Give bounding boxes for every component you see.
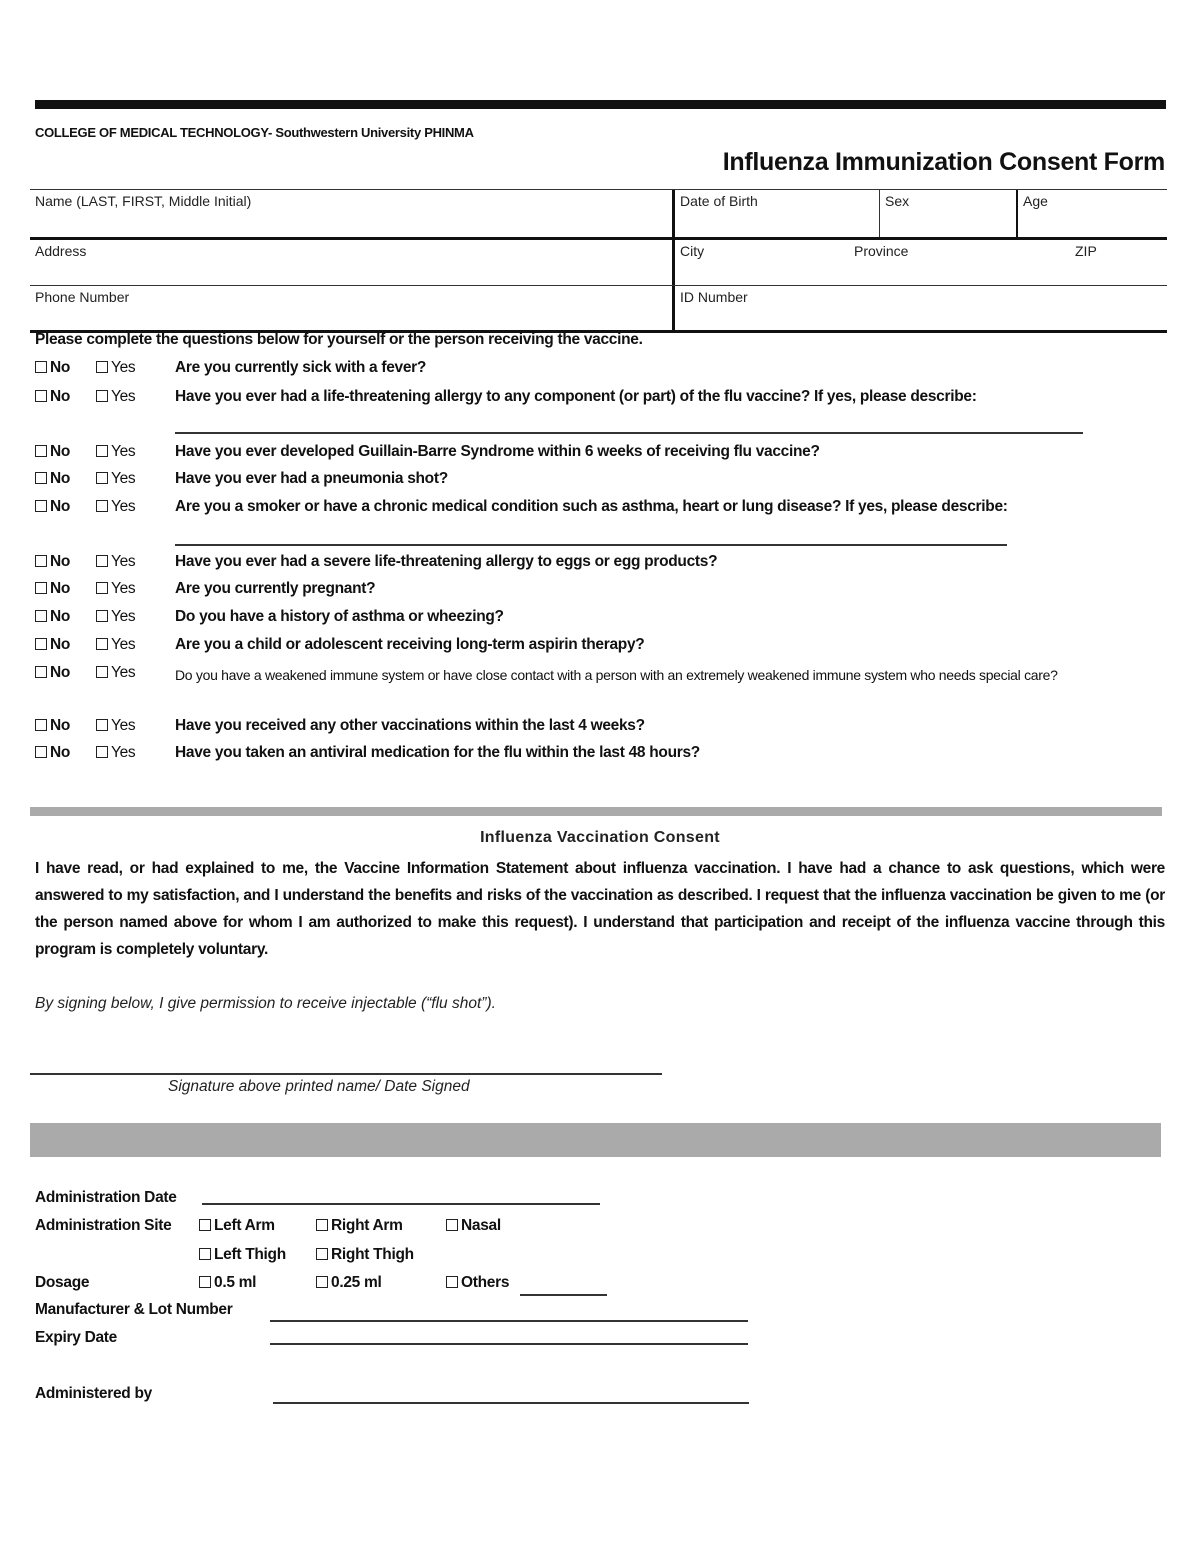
checkbox-icon	[96, 390, 108, 402]
checkbox-icon	[96, 638, 108, 650]
demographics-row-3	[30, 285, 1167, 333]
checkbox-icon	[199, 1248, 211, 1260]
checkbox-icon	[96, 746, 108, 758]
checkbox-icon	[96, 666, 108, 678]
no-checkbox[interactable]	[35, 744, 70, 762]
dosage-option-label: 0.5 ml	[214, 1274, 257, 1291]
question-text: Are you currently pregnant?	[175, 580, 376, 597]
checkbox-icon	[96, 582, 108, 594]
age-field[interactable]	[1018, 190, 1167, 237]
yes-checkbox[interactable]	[96, 443, 135, 461]
site-label: Nasal	[461, 1217, 501, 1234]
dosage-others-line[interactable]	[520, 1294, 607, 1296]
no-checkbox[interactable]	[35, 717, 70, 735]
administration-site-label: Administration Site	[35, 1217, 172, 1234]
site-right-thigh-checkbox[interactable]	[316, 1246, 414, 1264]
question-text: Are you a smoker or have a chronic medical condition such as asthma, heart or lung disease? If yes, please describe:	[175, 498, 1008, 515]
no-label: No	[50, 580, 71, 597]
no-checkbox[interactable]	[35, 498, 70, 516]
yes-checkbox[interactable]	[96, 359, 135, 377]
question-text: Have you received any other vaccinations within the last 4 weeks?	[175, 717, 645, 734]
checkbox-icon	[316, 1219, 328, 1231]
yes-checkbox[interactable]	[96, 388, 135, 406]
no-checkbox[interactable]	[35, 580, 70, 598]
dosage-option-label: Others	[461, 1274, 510, 1291]
checkbox-icon	[96, 500, 108, 512]
yes-label: Yes	[111, 498, 136, 515]
yes-label: Yes	[111, 664, 136, 681]
checkbox-icon	[96, 445, 108, 457]
yes-checkbox[interactable]	[96, 580, 135, 598]
checkbox-icon	[199, 1276, 211, 1288]
allergy-description-line[interactable]	[175, 432, 1083, 434]
site-nasal-checkbox[interactable]	[446, 1217, 501, 1235]
province-label: Province	[854, 243, 909, 259]
checkbox-icon	[96, 472, 108, 484]
manufacturer-lot-line[interactable]	[270, 1320, 748, 1322]
yes-label: Yes	[111, 608, 136, 625]
no-label: No	[50, 664, 71, 681]
no-checkbox[interactable]	[35, 553, 70, 571]
dosage-0-25ml-checkbox[interactable]	[316, 1274, 381, 1292]
no-label: No	[50, 388, 71, 405]
no-label: No	[50, 470, 71, 487]
site-right-arm-checkbox[interactable]	[316, 1217, 403, 1235]
zip-label: ZIP	[1075, 243, 1097, 259]
phone-field[interactable]	[30, 286, 675, 330]
signature-caption: Signature above printed name/ Date Signed	[168, 1078, 470, 1095]
checkbox-icon	[35, 472, 47, 484]
demographics-row-1	[30, 189, 1167, 237]
yes-checkbox[interactable]	[96, 664, 135, 682]
no-label: No	[50, 636, 71, 653]
yes-label: Yes	[111, 636, 136, 653]
city-label: City	[680, 243, 705, 259]
no-checkbox[interactable]	[35, 664, 70, 682]
checkbox-icon	[446, 1276, 458, 1288]
yes-label: Yes	[111, 470, 136, 487]
site-label: Right Arm	[331, 1217, 403, 1234]
yes-label: Yes	[111, 388, 136, 405]
dosage-label: Dosage	[35, 1274, 90, 1291]
expiry-date-line[interactable]	[270, 1343, 748, 1345]
checkbox-icon	[35, 361, 47, 373]
header-rule	[35, 100, 1166, 109]
no-label: No	[50, 717, 71, 734]
yes-checkbox[interactable]	[96, 717, 135, 735]
administered-by-line[interactable]	[273, 1402, 749, 1404]
checkbox-icon	[199, 1219, 211, 1231]
yes-label: Yes	[111, 580, 136, 597]
checkbox-icon	[96, 361, 108, 373]
yes-label: Yes	[111, 359, 136, 376]
checkbox-icon	[446, 1219, 458, 1231]
permission-statement: By signing below, I give permission to receive injectable (“flu shot”).	[35, 995, 496, 1012]
demographics-row-2	[30, 237, 1167, 285]
yes-checkbox[interactable]	[96, 744, 135, 762]
site-left-arm-checkbox[interactable]	[199, 1217, 275, 1235]
sex-label: Sex	[885, 193, 910, 209]
checkbox-icon	[35, 610, 47, 622]
checkbox-icon	[35, 746, 47, 758]
age-label: Age	[1023, 193, 1048, 209]
phone-label: Phone Number	[35, 289, 130, 305]
question-text: Have you ever had a severe life-threatening allergy to eggs or egg products?	[175, 553, 718, 570]
checkbox-icon	[35, 390, 47, 402]
checkbox-icon	[316, 1276, 328, 1288]
yes-checkbox[interactable]	[96, 636, 135, 654]
yes-checkbox[interactable]	[96, 608, 135, 626]
sex-field[interactable]	[880, 190, 1018, 237]
dob-field[interactable]	[675, 190, 880, 237]
administered-by-label: Administered by	[35, 1385, 152, 1402]
dosage-others-checkbox[interactable]	[446, 1274, 509, 1292]
checkbox-icon	[35, 719, 47, 731]
id-number-field[interactable]	[675, 286, 1167, 330]
question-text: Do you have a history of asthma or wheezing?	[175, 608, 504, 625]
site-left-thigh-checkbox[interactable]	[199, 1246, 286, 1264]
no-checkbox[interactable]	[35, 359, 70, 377]
expiry-date-label: Expiry Date	[35, 1329, 117, 1346]
checkbox-icon	[96, 555, 108, 567]
site-label: Left Thigh	[214, 1246, 286, 1263]
yes-checkbox[interactable]	[96, 553, 135, 571]
no-checkbox[interactable]	[35, 470, 70, 488]
college-name: COLLEGE OF MEDICAL TECHNOLOGY- Southwestern University PHINMA	[35, 125, 474, 140]
no-label: No	[50, 608, 71, 625]
demographics-table	[30, 189, 1167, 333]
question-text: Have you ever had a pneumonia shot?	[175, 470, 448, 487]
checkbox-icon	[35, 500, 47, 512]
checkbox-icon	[35, 638, 47, 650]
question-text: Do you have a weakened immune system or have close contact with a person with an extremely weakened immune system who needs special care?	[175, 667, 1058, 683]
consent-statement: I have read, or had explained to me, the Vaccine Information Statement about influenza vaccination. I have had a chance to ask questions, which were answered to my satisfaction, and I understand the benefits and risks of the vaccination as described. I request that the influenza vaccination be given to me (or the person named above for whom I am authorized to make this request). I understand that participation and receipt of the influenza vaccine through this program is completely voluntary.	[35, 860, 1165, 958]
yes-checkbox[interactable]	[96, 470, 135, 488]
manufacturer-lot-label: Manufacturer & Lot Number	[35, 1301, 233, 1318]
signature-line[interactable]	[30, 1073, 662, 1075]
checkbox-icon	[35, 555, 47, 567]
yes-label: Yes	[111, 744, 136, 761]
no-label: No	[50, 443, 71, 460]
address-field[interactable]	[30, 240, 675, 285]
questionnaire-instruction: Please complete the questions below for yourself or the person receiving the vaccine.	[35, 331, 643, 348]
no-checkbox[interactable]	[35, 636, 70, 654]
no-checkbox[interactable]	[35, 443, 70, 461]
checkbox-icon	[96, 719, 108, 731]
yes-label: Yes	[111, 553, 136, 570]
question-text: Have you ever had a life-threatening allergy to any component (or part) of the flu vaccine? If yes, please describe:	[175, 388, 977, 405]
consent-title: Influenza Vaccination Consent	[480, 829, 720, 846]
dosage-option-label: 0.25 ml	[331, 1274, 382, 1291]
id-number-label: ID Number	[680, 289, 748, 305]
city-province-zip-field[interactable]	[675, 240, 1167, 285]
yes-checkbox[interactable]	[96, 498, 135, 516]
dosage-0-5ml-checkbox[interactable]	[199, 1274, 256, 1292]
site-label: Right Thigh	[331, 1246, 414, 1263]
no-label: No	[50, 553, 71, 570]
yes-label: Yes	[111, 443, 136, 460]
address-label: Address	[35, 243, 87, 259]
no-checkbox[interactable]	[35, 388, 70, 406]
section-divider	[30, 807, 1162, 816]
page-title: Influenza Immunization Consent Form	[722, 148, 1165, 176]
yes-label: Yes	[111, 717, 136, 734]
section-divider	[30, 1123, 1161, 1157]
checkbox-icon	[316, 1248, 328, 1260]
no-label: No	[50, 359, 71, 376]
administration-date-line[interactable]	[202, 1203, 600, 1205]
checkbox-icon	[35, 666, 47, 678]
no-label: No	[50, 744, 71, 761]
site-label: Left Arm	[214, 1217, 275, 1234]
name-field[interactable]	[30, 190, 675, 237]
administration-date-label: Administration Date	[35, 1189, 177, 1206]
no-label: No	[50, 498, 71, 515]
question-text: Have you taken an antiviral medication for the flu within the last 48 hours?	[175, 744, 700, 761]
checkbox-icon	[35, 582, 47, 594]
question-text: Are you currently sick with a fever?	[175, 359, 427, 376]
no-checkbox[interactable]	[35, 608, 70, 626]
question-text: Are you a child or adolescent receiving long-term aspirin therapy?	[175, 636, 645, 653]
question-text: Have you ever developed Guillain-Barre Syndrome within 6 weeks of receiving flu vaccine?	[175, 443, 820, 460]
name-label: Name (LAST, FIRST, Middle Initial)	[35, 193, 252, 209]
dob-label: Date of Birth	[680, 193, 758, 209]
checkbox-icon	[35, 445, 47, 457]
checkbox-icon	[96, 610, 108, 622]
condition-description-line[interactable]	[175, 544, 1007, 546]
